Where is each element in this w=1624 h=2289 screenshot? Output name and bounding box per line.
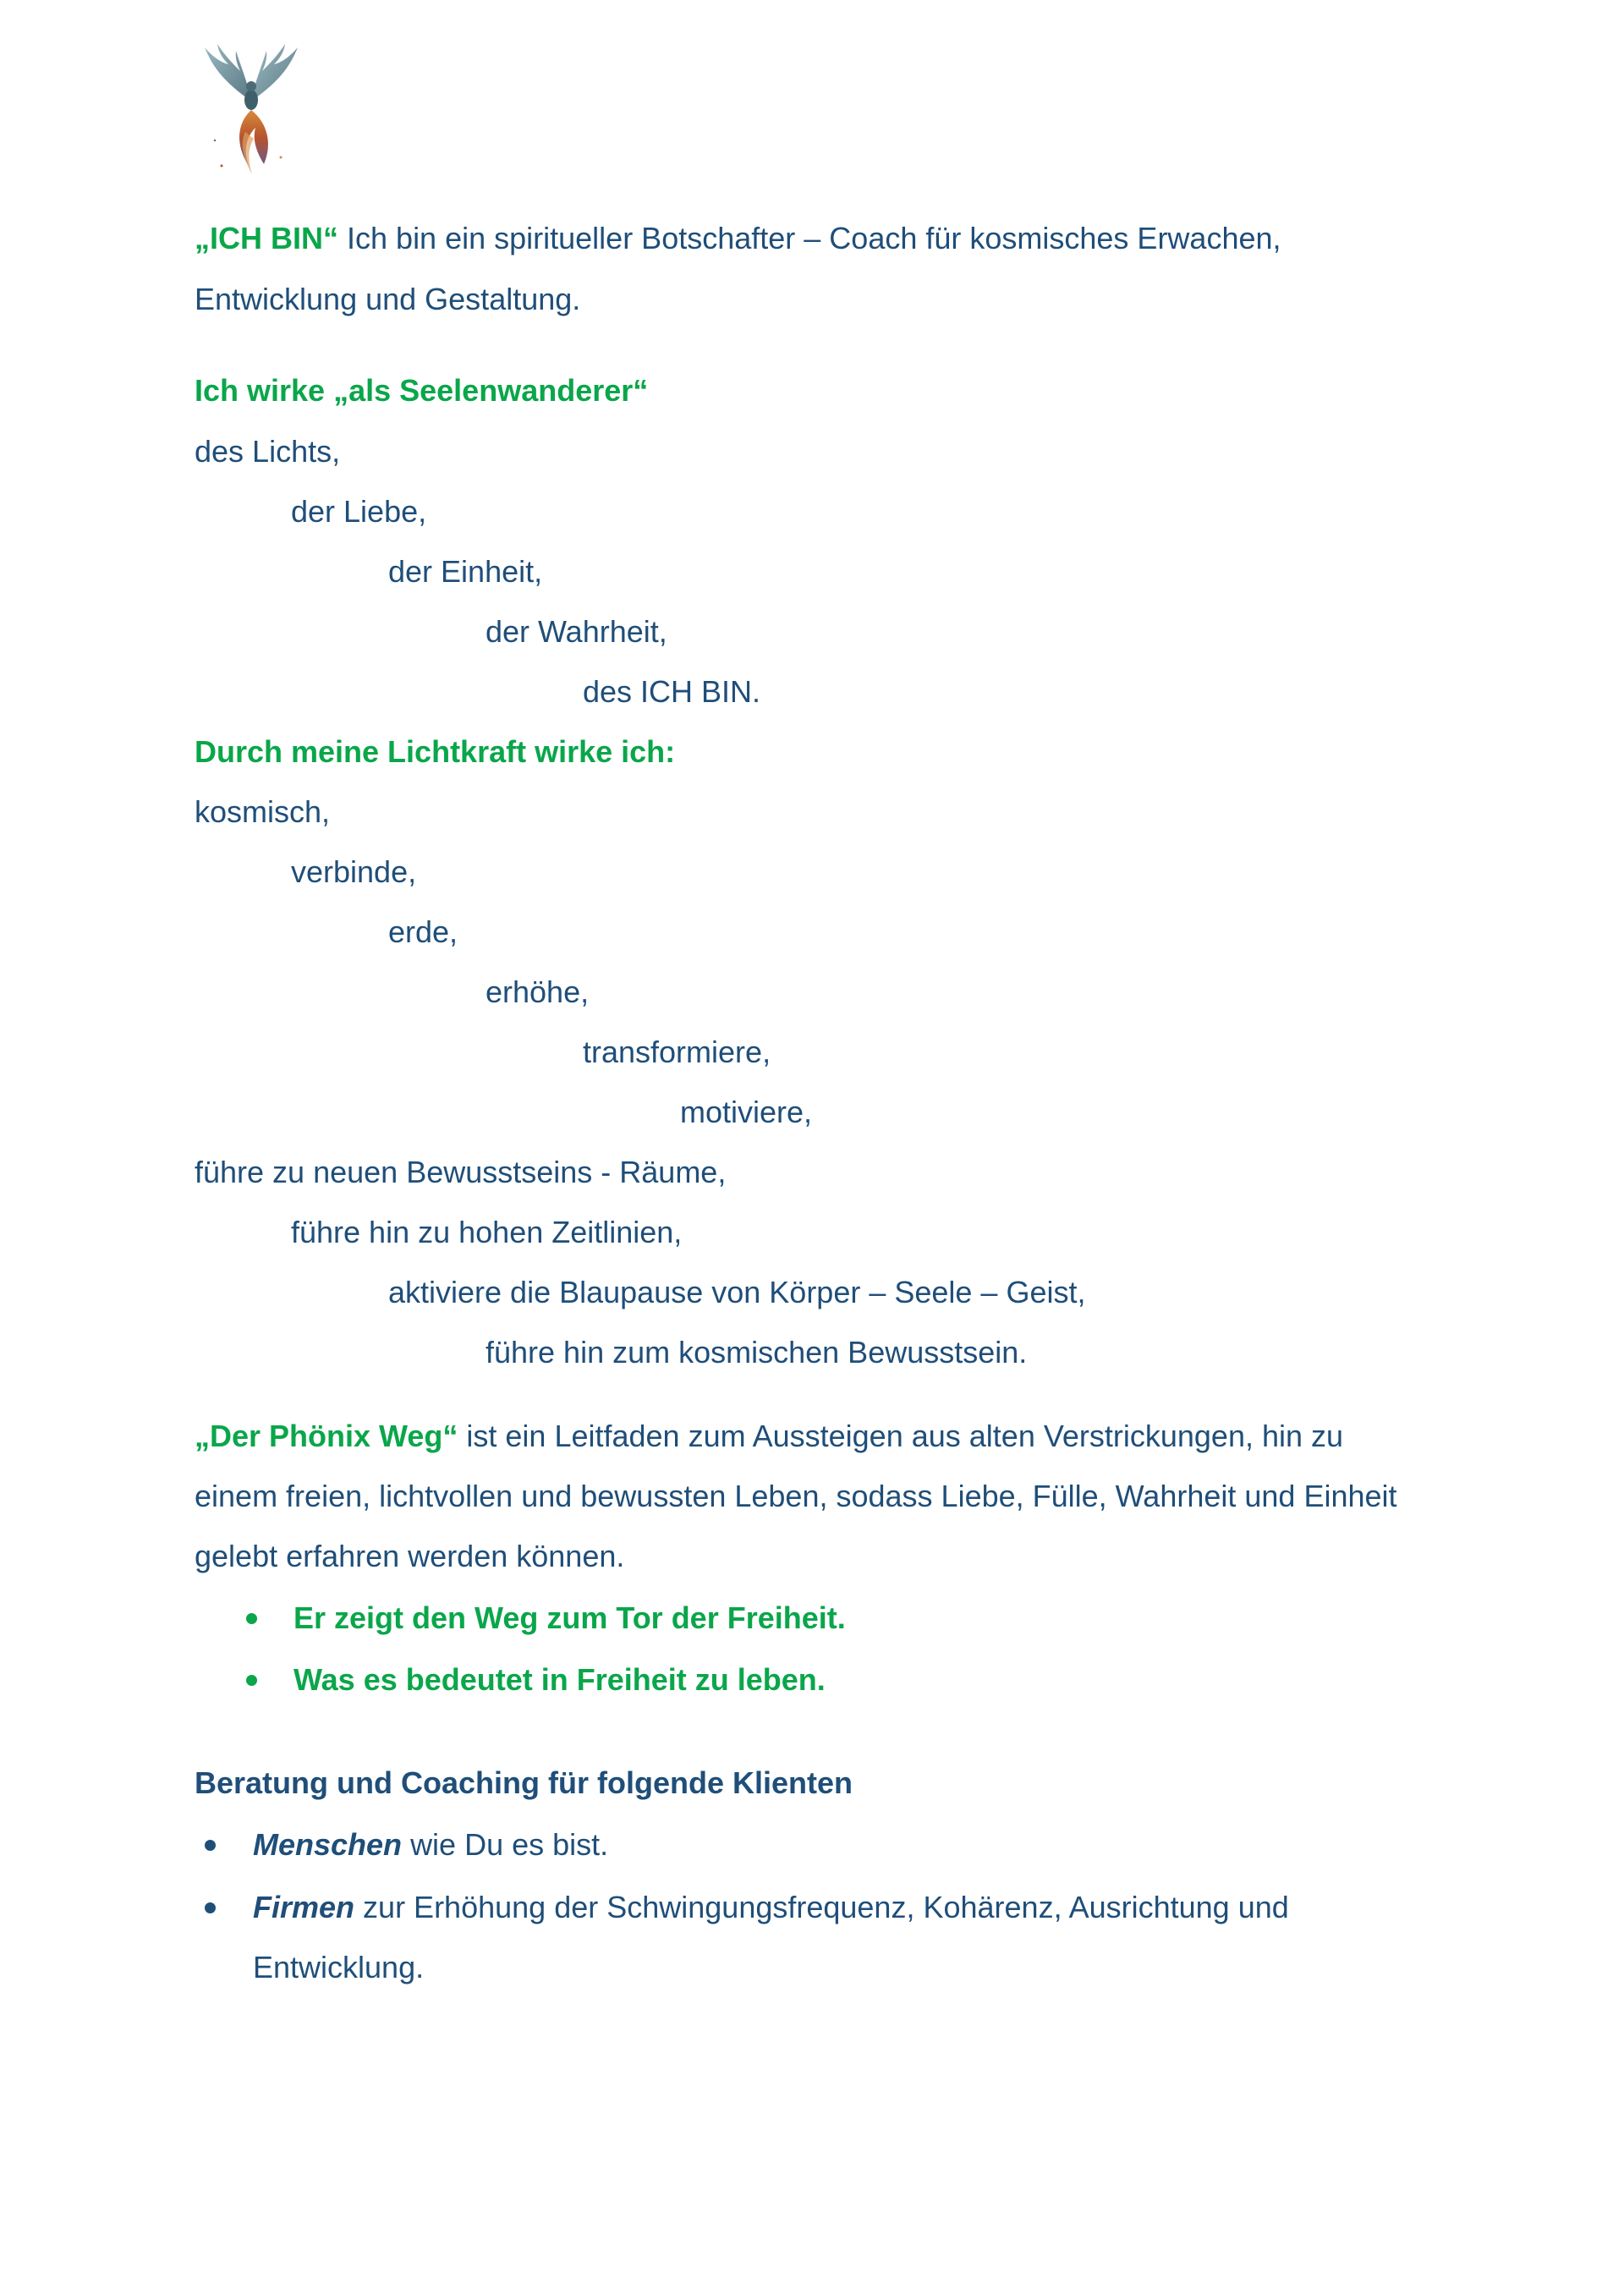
lichtkraft-line: motiviere, (680, 1095, 813, 1129)
seelen-line: der Liebe, (291, 494, 427, 529)
seelen-line: der Wahrheit, (486, 614, 667, 649)
beratung-item (253, 1889, 1289, 1926)
fuehre-line: führe zu neuen Bewusstseins - Räume, (195, 1155, 727, 1189)
lichtkraft-line: verbinde, (291, 854, 417, 889)
beratung-item-bold: Firmen (253, 1890, 355, 1924)
intro-label: „ICH BIN“ (195, 221, 338, 255)
beratung-heading: Beratung und Coaching für folgende Klienten (195, 1765, 853, 1800)
lichtkraft-line: erde, (388, 914, 458, 949)
lichtkraft-line: kosmisch, (195, 794, 331, 829)
phoenix-label: „Der Phönix Weg“ (195, 1419, 458, 1453)
beratung-item (253, 1826, 608, 1864)
seelen-line: des Lichts, (195, 434, 341, 469)
beratung-item-text: wie Du es bist. (410, 1827, 609, 1862)
lichtkraft-heading: Durch meine Lichtkraft wirke ich: (195, 734, 676, 769)
intro-text: Ich bin ein spiritueller Botschafter – Coach für kosmisches Erwachen, (347, 221, 1281, 255)
bullet-icon (205, 1902, 216, 1913)
bullet-icon (246, 1613, 257, 1624)
intro-line (195, 220, 1281, 257)
fuehre-line: aktiviere die Blaupause von Körper – Seele – Geist, (388, 1275, 1086, 1309)
phoenix-text: ist ein Leitfaden zum Aussteigen aus alten Verstrickungen, hin zu (466, 1419, 1344, 1453)
seelen-line: des ICH BIN. (583, 674, 761, 709)
beratung-cont: Entwicklung. (253, 1950, 425, 1984)
bullet-icon (246, 1675, 257, 1686)
fuehre-line: führe hin zum kosmischen Bewusstsein. (486, 1335, 1028, 1370)
fuehre-line: führe hin zu hohen Zeitlinien, (291, 1215, 683, 1249)
phoenix-line (195, 1418, 1343, 1455)
seelen-line: der Einheit, (388, 554, 543, 589)
beratung-item-text: zur Erhöhung der Schwingungsfrequenz, Kohärenz, Ausrichtung und (363, 1890, 1289, 1924)
intro-cont: Entwicklung und Gestaltung. (195, 282, 581, 316)
phoenix-bullet: Was es bedeutet in Freiheit zu leben. (294, 1662, 826, 1697)
phoenix-bullet: Er zeigt den Weg zum Tor der Freiheit. (294, 1600, 846, 1635)
seelen-heading: Ich wirke „als Seelenwanderer“ (195, 373, 649, 408)
lichtkraft-line: erhöhe, (486, 974, 590, 1009)
lichtkraft-line: transformiere, (583, 1035, 771, 1069)
phoenix-text: einem freien, lichtvollen und bewussten Leben, sodass Liebe, Fülle, Wahrheit und Einheit (195, 1479, 1397, 1513)
phoenix-logo-icon (196, 39, 306, 183)
phoenix-text: gelebt erfahren werden können. (195, 1539, 625, 1573)
bullet-icon (205, 1840, 216, 1851)
beratung-item-bold: Menschen (253, 1827, 403, 1862)
